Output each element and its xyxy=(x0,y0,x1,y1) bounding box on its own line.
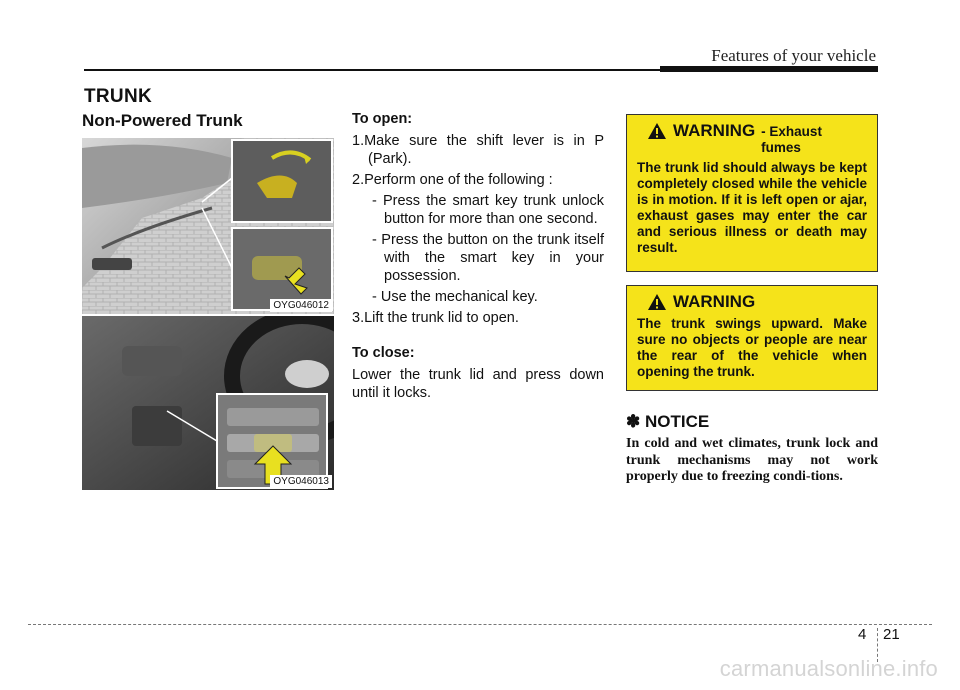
step-2: 2.Perform one of the following : xyxy=(352,172,553,188)
header-rule-accent xyxy=(660,66,878,72)
close-heading: To close: xyxy=(352,345,415,361)
figure-trunk-exterior xyxy=(82,138,334,314)
figure-cockpit xyxy=(82,316,334,490)
figure-caption: OYG046012 xyxy=(270,299,332,312)
warning-box-exhaust xyxy=(626,114,878,272)
header-title: Features of your vehicle xyxy=(711,46,876,65)
instructions xyxy=(352,110,604,405)
open-heading: To open: xyxy=(352,111,413,127)
warning-triangle-icon xyxy=(647,122,667,140)
notice-title: ✽ NOTICE xyxy=(626,412,710,431)
page-chapter: 4 xyxy=(858,626,867,643)
warning-body: The trunk swings upward. Make sure no objects or people are near the rear of the vehicle when opening the trunk. xyxy=(637,316,867,379)
warning-triangle-icon xyxy=(647,293,667,311)
sub-item: - Use the mechanical key. xyxy=(372,289,538,305)
step-3: 3.Lift the trunk lid to open. xyxy=(352,310,519,326)
figure-caption: OYG046013 xyxy=(270,475,332,488)
watermark: carmanualsonline.info xyxy=(719,656,938,681)
subsection-title: Non-Powered Trunk xyxy=(82,111,243,130)
sub-item: - Press the smart key trunk unlock button for more than one second. xyxy=(372,193,604,227)
warning-subtitle: - Exhaust fumes xyxy=(761,124,822,155)
footer-rule xyxy=(28,624,932,625)
warning-title: WARNING xyxy=(673,121,756,140)
notice-body: In cold and wet climates, trunk lock and trunk mechanisms may not work properly due to freezing condi-tions. xyxy=(626,436,878,484)
warning-box-trunk-swing xyxy=(626,285,878,391)
sub-item: - Press the button on the trunk itself with the smart key in your possession. xyxy=(372,232,604,284)
warning-body: The trunk lid should always be kept completely closed while the vehicle is in motion. If it is left open or ajar, exhaust gases may enter the car and serious illness or death may result. xyxy=(637,160,867,255)
page-number: 21 xyxy=(883,626,900,643)
section-title: TRUNK xyxy=(84,86,152,107)
step-1: 1.Make sure the shift lever is in P (Park). xyxy=(352,133,604,167)
close-text: Lower the trunk lid and press down until it locks. xyxy=(352,367,604,401)
warning-title: WARNING xyxy=(673,292,756,311)
